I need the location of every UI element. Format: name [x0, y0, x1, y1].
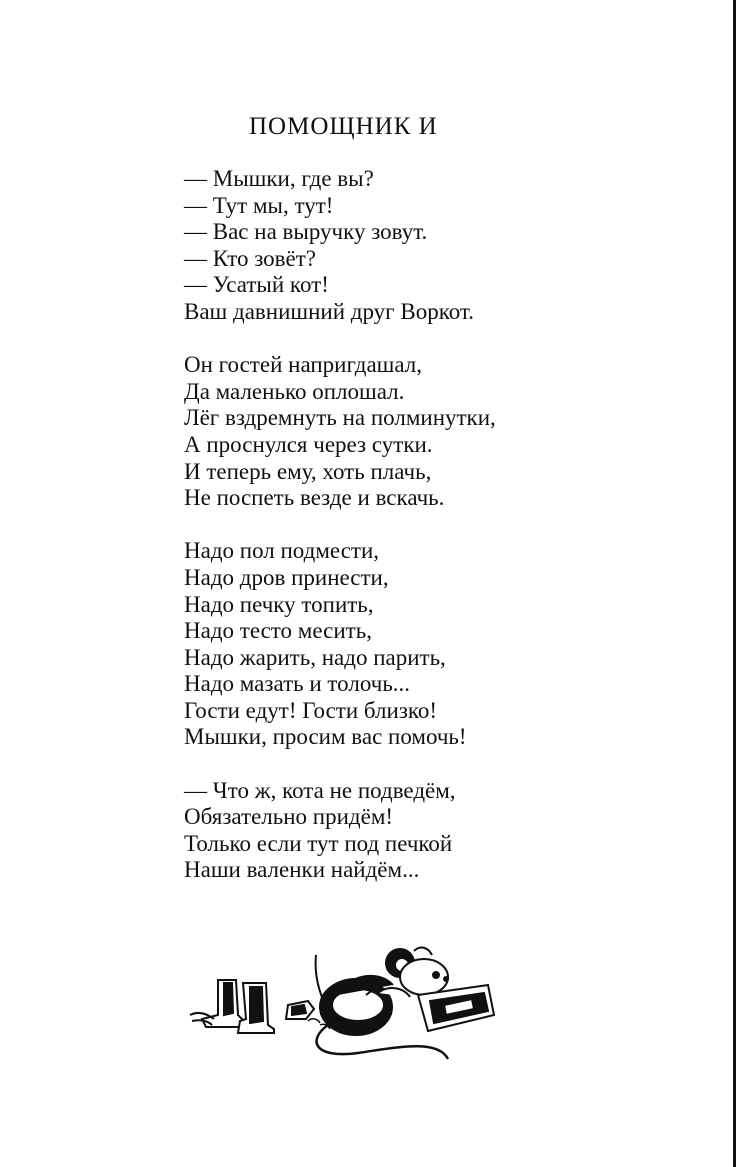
poem-line: Да маленько оплошал. [184, 378, 405, 404]
poem-body [184, 166, 496, 884]
poem-line: А проснулся через сутки. [184, 431, 433, 457]
sleeping-mouse-with-boots-icon [188, 935, 498, 1070]
stanza-2 [184, 352, 496, 512]
poem-line: — Что ж, кота не подведём, [184, 777, 456, 803]
poem-line: Только если тут под печкой [184, 830, 453, 856]
poem-line: Наши валенки найдём... [184, 857, 420, 883]
poem-line: — Усатый кот! [184, 272, 329, 298]
poem-line: — Вас на выручку зовут. [184, 219, 428, 245]
poem-line: Надо пол подмести, [184, 538, 380, 564]
stanza-1 [184, 166, 496, 326]
stanza-3 [184, 538, 496, 751]
poem-line: Ваш давнишний друг Воркот. [184, 298, 474, 324]
poem-line: Не поспеть везде и вскачь. [184, 485, 445, 511]
page-edge [733, 0, 736, 1167]
poem-line: Надо мазать и толочь... [184, 671, 411, 697]
poem-line: Лёг вздремнуть на полминутки, [184, 405, 496, 431]
poem-line: — Кто зовёт? [184, 245, 316, 271]
poem-line: Надо жарить, надо парить, [184, 644, 446, 670]
poem-line: Он гостей напригдашал, [184, 352, 423, 378]
poem-line: Надо печку топить, [184, 591, 374, 617]
poem-line: — Тут мы, тут! [184, 192, 334, 218]
poem-line: — Мышки, где вы? [184, 166, 374, 191]
poem-title: ПОМОЩНИК И [249, 113, 438, 140]
poem-line: И теперь ему, хоть плачь, [184, 458, 432, 484]
poem-line: Обязательно придём! [184, 804, 394, 830]
felt-boots-icon [190, 980, 274, 1033]
poem-line: Надо дров принести, [184, 564, 389, 590]
poem-line: Надо тесто месить, [184, 618, 372, 644]
stanza-4 [184, 778, 496, 884]
small-boot-icon [286, 1001, 314, 1019]
poem-line: Гости едут! Гости близко! [184, 697, 438, 723]
poem-line: Мышки, просим вас помочь! [184, 724, 467, 750]
